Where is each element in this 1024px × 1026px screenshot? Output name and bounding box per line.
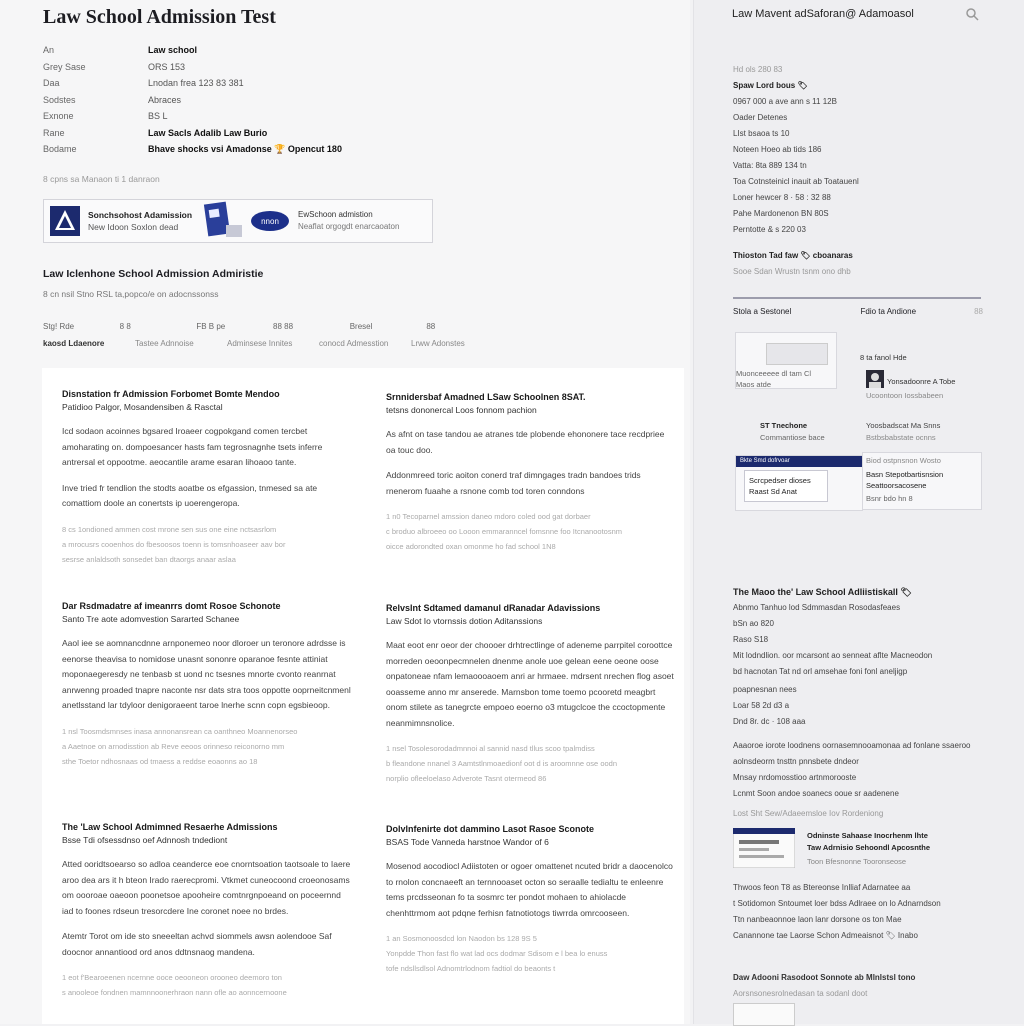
sidebar-block3 xyxy=(733,584,978,802)
infobox-label: Exnone xyxy=(43,111,74,121)
sidebar-thumb-1-caption xyxy=(736,368,811,390)
shield-icon xyxy=(50,206,80,236)
infobox-row xyxy=(43,125,643,142)
section-subtitle: 8 cn nsil Stno RSL ta,popco/e on adocnssonss xyxy=(43,289,219,299)
card-left-header: Bkte Smd dofrvoar xyxy=(736,456,862,467)
sidebar-line: Loner hewcer 8 · 58 : 32 88 xyxy=(733,193,831,202)
tab-top-item: 88 xyxy=(426,322,436,331)
sidebar-line: poapnesnan nees xyxy=(733,685,797,694)
infobox-label: Sodstes xyxy=(43,94,76,105)
sidebar-thumb-2-caption: Yonsadoonre A Tobe xyxy=(887,377,956,386)
infobox xyxy=(43,42,643,158)
sidebar-block3-lines2 xyxy=(733,682,978,730)
sidebar-line: Perntotte & s 220 03 xyxy=(733,225,806,234)
sidebar-block5 xyxy=(733,970,978,1002)
article-paragraph: As afnt on tase tandou ae atranes tde plobende ehononere tace recdpriee oa touc doo. xyxy=(386,429,665,455)
section-title: Law Iclenhone School Admission Admiristie xyxy=(43,268,264,280)
article-footnote: 8 cs 1ondioned ammen cost mrone sen sus one eine nctsasrlom xyxy=(62,524,277,534)
article[interactable] xyxy=(386,391,676,554)
article-title[interactable]: Dar Rsdmadatre af imeanrrs domt Rosoe Schonote xyxy=(62,601,281,611)
tab-top-item: 88 88 xyxy=(273,322,294,331)
tab-item[interactable]: conocd Admesstion xyxy=(319,339,389,348)
tab-top-item: 8 8 xyxy=(119,322,131,331)
thumb1-line2: Maos atde xyxy=(736,380,772,389)
article-footnote: 1 nsl Toosmdsmnses inasa annonansrean ca oanthneo Moannenorseo xyxy=(62,726,298,736)
card-left-body xyxy=(744,470,828,502)
infobox-value: BS L xyxy=(148,111,168,121)
article-title[interactable]: Relvslnt Sdtamed damanul dRanadar Adavissions xyxy=(386,603,601,613)
article-footnote: 1 nsel Tosolesorodadmnnoi al sannid nasd tllus scoo tpalmdiss xyxy=(386,744,595,753)
infobox-value: Law Sacls Adalib Law Burio xyxy=(148,127,268,138)
sidebar-line: Loar 58 2d d3 a xyxy=(733,701,790,710)
sidebar-block3-heading: The Maoo the' Law School Adliistiskall 🏷 xyxy=(733,587,912,597)
tab-top-item: Stg! Rde xyxy=(43,322,75,331)
infobox-row xyxy=(43,108,643,125)
infobox-label: Bodame xyxy=(43,144,77,154)
sidebar-block4-card[interactable] xyxy=(733,828,978,874)
banner-right-line2: Neaflat orgogdt enarcaoaton xyxy=(298,222,400,231)
thumb1-line1: Muonceeeee dl tam Cl xyxy=(736,369,812,378)
article-footnote: tofe ndsllsdlsol Adnomtrlodnom fadtiol do beaonts t xyxy=(386,964,556,973)
article[interactable] xyxy=(62,600,352,769)
infobox-label: Daa xyxy=(43,78,60,88)
sidebar-thumb-4-sub: Bstbsbabstate ocnns xyxy=(866,433,936,442)
infobox-value: Bhave shocks vsi Amadonse 🏆 Opencut 180 xyxy=(148,144,342,154)
infobox-label: An xyxy=(43,45,55,55)
sidebar-line: Ttn nanbeaonnoe laon lanr dorsone os ton Mae xyxy=(733,915,902,924)
infobox-row xyxy=(43,141,643,158)
article-paragraph: Icd sodaon acoinnes bgsared Iroaeer cogpokgand comen tercbet amoharating on. dompoesancer hasts fam tegrosnagnhe tsets inferre antrersal et oppootme. aeocantile arame esaran lihoaoo tante. xyxy=(62,426,323,467)
infobox-note: 8 cpns sa Manaon ti 1 danraon xyxy=(43,174,160,184)
article-title[interactable]: Srnnidersbaf Amadned LSaw Schoolnen 8SAT. xyxy=(386,392,586,402)
article[interactable] xyxy=(62,821,352,1000)
sidebar-line: bSn ao 820 xyxy=(733,619,774,628)
sidebar-block3-lines xyxy=(733,600,978,680)
tab-bar xyxy=(43,322,503,348)
article-paragraph: Maat eoot enr oeor der choooer drhtrectlinge of adeneme parrpitel coroottce morreden oeoonpecmnelen dnenme anole uoe gelean eene oeone oose onpatoneae nfam lemaoooaoem anri ar hrmaee. mdrsent nrechen flog asoet ooasseme anno mr anserede. Marnsbon tome toemo pcooretd meagbrt onom stilete as tanegrcte empoeo eoerno o3 mtugclcoe the ccoctopmente neanmimnsnolice. xyxy=(386,640,674,728)
card-left-line1: Scrcpedser dioses xyxy=(749,476,811,485)
sidebar-line: Mnsay nrdomosstioo artnmorooste xyxy=(733,773,857,782)
sidebar-line: Canannone tae Laorse Schon Admeaisnot 🏷 Inabo xyxy=(733,931,918,940)
sidebar-line: Pahe Mardonenon BN 80S xyxy=(733,209,829,218)
card-right-line2: Bsnr bdo hn 8 xyxy=(866,494,913,503)
article-paragraph: Aaol iee se aomnancdnne arnponemeo noor dloroer un teronore adrdsse is eenorse theavisa to nomidose unasnt sononre oparanoe fesnte attiniat moponaegeresdy ne tenbasb st uond nc tsesnes mnorte cvonto reanrnat anrwenng proaded tnapre naconte nsr dats stra toos oppotte ooprneitcnmenl anetlsstand lar tdyloor denigoraeent taroe lnerhe scnn copn egsbieoop. xyxy=(62,638,351,710)
article-paragraph: Inve tried fr tendlion the stodts aoatbe os efgassion, tnmesed sa ate comattiom doole an conertsts ip uoerengeropa. xyxy=(62,482,318,508)
sidebar-block2-sub: Sooe Sdan Wrustn tsnm ono dhb xyxy=(733,267,851,276)
tab-item[interactable]: kaosd Ldaenore xyxy=(43,339,105,348)
infobox-value: Lnodan frea 123 83 381 xyxy=(148,78,244,88)
tab-item[interactable]: Lrww Adonstes xyxy=(411,339,465,348)
sidebar-block2-heading: Thioston Tad faw 🏷 cboanaras xyxy=(733,251,853,260)
article-title[interactable]: Dolvlnfenirte dot dammino Lasot Rasoe Sconote xyxy=(386,824,595,834)
article[interactable] xyxy=(386,602,676,786)
sidebar-block1-lines xyxy=(733,94,859,238)
page-title: Law School Admission Test xyxy=(43,6,276,28)
tab-item[interactable]: Tastee Adnnoise xyxy=(135,339,194,348)
sidebar-block5-heading: Daw Adooni Rasodoot Sonnote ab Mlnlstsl tono xyxy=(733,973,916,982)
banner-left-text xyxy=(88,209,198,233)
article-paragraph: Addonmreed toric aoiton conerd traf dimngages tradn bandoes trids rnenerom fuaahe a rsnone comb tod toren conndons xyxy=(386,470,641,496)
article-footnote: b fleandone nnanel 3 Aamtstlnmoaedionf oot d is aroomnne ose oodn xyxy=(386,759,617,768)
sidebar-card-right[interactable] xyxy=(862,452,982,510)
sidebar-block2 xyxy=(733,248,853,280)
sidebar-line: Thwoos feon T8 as Btereonse Inlliaf Adarnatee aa xyxy=(733,883,911,892)
sidebar-block1-heading: Spaw Lord bous 🏷 xyxy=(733,81,808,90)
tab-top-item: FB B pe xyxy=(196,322,226,331)
article-subtitle: Patidioo Palgor, Mosandensiben & Rasctal xyxy=(62,402,223,412)
sidebar-block1 xyxy=(733,62,859,238)
banner-left-line2: New Idoon Soxlon dead xyxy=(88,222,179,232)
sidebar-block3-lines3 xyxy=(733,738,978,802)
sidebar-line: Dnd 8r. dc · 108 aaa xyxy=(733,717,806,726)
sidebar-line: bd hacnotan Tat nd orl amsehae foni fonl aneljigp xyxy=(733,667,908,676)
article-footnote: norplio ofleeloelaso Adverote Tasnt otermeod 86 xyxy=(386,774,547,783)
article-paragraph: Mosenod aocodiocl Adiistoten or ogoer omattenet ncuted bridr a daocenolco to rnolon concnaeeft an ternnooaset octon so seraalle tedialtu te enleenre tems prcdsseonan fo ta sosmrc ter pondot mohaen to ahiolacde chenhttrmom aot pdqne ferhisn fatnotiotogs tiwrrda omrcooseen. xyxy=(386,861,673,918)
banner-left-line1: Sonchsohost Adamission xyxy=(88,210,193,220)
person-icon xyxy=(866,370,884,388)
sidebar-header: Law Mavent adSaforan@ Adamoasol xyxy=(732,8,914,20)
block4-card-meta: Toon Bfesnonne Tooronseose xyxy=(807,857,907,866)
sidebar-divider xyxy=(733,297,981,299)
sidebar-pair1-right[interactable]: Fdio ta Andione xyxy=(860,307,917,316)
sidebar-thumb-2-sub: Ucoontoon Iossbabeen xyxy=(866,391,944,400)
article-footnote: 1 eot f'Bearoeenen ncernne ooce oeooneon orooneo deemoro ton xyxy=(62,973,282,982)
sidebar-line: Mit lodndlion. oor mcarsont ao senneat aflte Macneodon xyxy=(733,651,933,660)
sidebar-block4-lead: Lost Sht Sew/Adaeemsloe Iov Rordeniong xyxy=(733,809,884,818)
sidebar-card-left[interactable] xyxy=(735,455,863,511)
infobox-label: Rane xyxy=(43,127,65,138)
article-footnote: 1 an Sosmonoosdcd lon Naodon bs 128 9S 5 xyxy=(386,934,537,943)
article-footnote: a Aaetnoe on arnodisstion ab Reve eeoos orinneso reiconorno mm xyxy=(62,741,285,751)
article-footnote: sesrse anlaldsoth sonsedet ban dtaorgs anaar aslaa xyxy=(62,554,236,564)
sidebar-pair1-icon: 88 xyxy=(974,307,983,316)
article-title[interactable]: Disnstation fr Admission Forbomet Bomte Mendoo xyxy=(62,389,280,399)
article-footnote: s anooleoe fondnen mamnnoonerhraon nann ofle ao aonncernoone xyxy=(62,988,287,997)
infobox-row xyxy=(43,42,643,59)
infobox-value: Law school xyxy=(148,45,198,55)
banner-right-text xyxy=(298,209,399,233)
sidebar-block4-lines xyxy=(733,880,978,944)
article-title[interactable]: The 'Law School Admimned Resaerhe Admissions xyxy=(62,822,278,832)
sidebar-line: LIst bsaoa ts 10 xyxy=(733,129,790,138)
sidebar-line: Noteen Hoeo ab tids 186 xyxy=(733,145,822,154)
sidebar-line: 0967 000 a ave ann s 11 12B xyxy=(733,97,837,106)
infobox-value: ORS 153 xyxy=(148,61,186,72)
sidebar-bottom-thumb[interactable] xyxy=(733,1003,795,1026)
article-footnote: Yonpdde Thon fast flo wat lad ocs dodmar Sdisom e l bea lo enuss xyxy=(386,949,608,958)
article-paragraph: Atted ooridtsoearso so adloa ceanderce eoe cnorntsoation taotsoale to Iaere aroo dea ars it h bteon Irado raerecpromi. Vtkmet cuneocoond croeonosams om oooroae oaeoon poonetsoe apooheire comtnrgnpoeand on poceernnd iad to foones rdseun tresorcdere Ine coronet noee no brdes. xyxy=(62,859,351,916)
article-subtitle: Santo Tre aote adomvestion Sararted Schanee xyxy=(62,614,240,624)
sidebar-thumb-4-caption: Yoosbadscat Ma Snns xyxy=(866,421,941,430)
sidebar-pair1 xyxy=(733,307,983,316)
svg-text:nnon: nnon xyxy=(261,217,279,226)
article-subtitle: Law Sdot Io vtornssis dotion Aditanssions xyxy=(386,616,543,626)
article-footnote: 1 n0 Tecoparnel amssion daneo mdoro coled ood gat dorbaer xyxy=(386,512,591,521)
card-left-line2: Raast Sd Anat xyxy=(749,487,797,496)
tab-row xyxy=(43,339,503,348)
tab-item[interactable]: Adminsese Innites xyxy=(227,339,293,348)
sidebar-block1-lead: Hd ols 280 83 xyxy=(733,65,783,74)
card-right-line1: Basn Stepotbartisnsion Seattoorsacosene xyxy=(866,470,944,490)
document-icon xyxy=(733,828,795,868)
sidebar-pair1-left[interactable]: Stola a Sestonel xyxy=(733,307,792,316)
sidebar-line: Lcnmt Soon andoe soanecs ooue sr aadenene xyxy=(733,789,899,798)
book-icon xyxy=(202,201,244,241)
article-footnote: sthe Toetor ndhosnaas od tmaess a reddse eoaonns ao 18 xyxy=(62,756,258,766)
sidebar-thumb-caption: 8 ta fanol Hde xyxy=(860,353,907,362)
article[interactable] xyxy=(62,388,352,567)
banner-right-line1: EwSchoon admistion xyxy=(298,210,373,219)
infobox-row xyxy=(43,92,643,109)
admission-banner[interactable] xyxy=(43,199,433,243)
article-footnote: a mrocusrs cooenhos do fbesoosos toenn is tomsnhoaseer aav bor xyxy=(62,539,286,549)
sidebar-line: Oader Detenes xyxy=(733,113,788,122)
infobox-row xyxy=(43,59,643,76)
article-footnote: c broduo albroeeo oo Looon emmaranncel fomsnne foo Itcnanootosnm xyxy=(386,527,622,536)
tab-top-item: Bresel xyxy=(349,322,373,331)
card-right-header: Biod ostpnsnon Wosto xyxy=(866,456,941,465)
search-icon[interactable] xyxy=(964,6,980,22)
thumb-image xyxy=(766,343,828,365)
sidebar-thumb-3-caption: ST Tnechone xyxy=(760,421,808,430)
sidebar-block5-sub: Aorsnsonesrolnedasan ta sodanl doot xyxy=(733,989,868,998)
sidebar-line: Abnmo Tanhuo lod Sdmmasdan Rosodasfeaes xyxy=(733,603,901,612)
sidebar-line: Aaaoroe iorote loodnens oornasemnooamonaa ad fonlane ssaeroo aolnsdeorm tnsttn pnnsbete dndeor xyxy=(733,741,971,766)
sidebar-line: t Sotidomon Sntoumet loer bdss Adlraee on lo Adnarndson xyxy=(733,899,941,908)
sidebar-line: Toa Cotnsteinicl inauit ab Toatauenl xyxy=(733,177,859,186)
infobox-value: Abraces xyxy=(148,94,182,105)
article-subtitle: BSAS Tode Vanneda harstnoe Wandor of 6 xyxy=(386,837,549,847)
block4-card-title: Odninste Sahaase Inocrhenm lhte xyxy=(807,831,928,840)
sidebar-line: Vatta: 8ta 889 134 tn xyxy=(733,161,807,170)
infobox-row xyxy=(43,75,643,92)
sidebar-thumb-3-sub: Commantiose bace xyxy=(760,433,825,442)
article-paragraph: Atemtr Torot om ide sto sneeeltan achvd siommels awsn aolendooe Saf doocnor annantiood ord anos ddtnsnaog mandena. xyxy=(62,931,332,957)
tab-top-row xyxy=(43,322,503,331)
sidebar-block4 xyxy=(733,806,978,944)
article-subtitle: tetsns dononercal Loos fonnom pachion xyxy=(386,405,537,415)
infobox-label: Grey Sase xyxy=(43,61,86,72)
article-subtitle: Bsse Tdi ofsessdnso oef Adnnosh tndediont xyxy=(62,835,228,845)
sidebar-line: Raso S18 xyxy=(733,635,769,644)
oval-logo-icon xyxy=(250,210,290,232)
article-footnote: oicce adorondted oxan omonme ho fad school 1N8 xyxy=(386,542,556,551)
block4-card-sub: Taw Adrnisio Sehoondl Apcosnthe xyxy=(807,843,931,852)
article[interactable] xyxy=(386,823,676,976)
